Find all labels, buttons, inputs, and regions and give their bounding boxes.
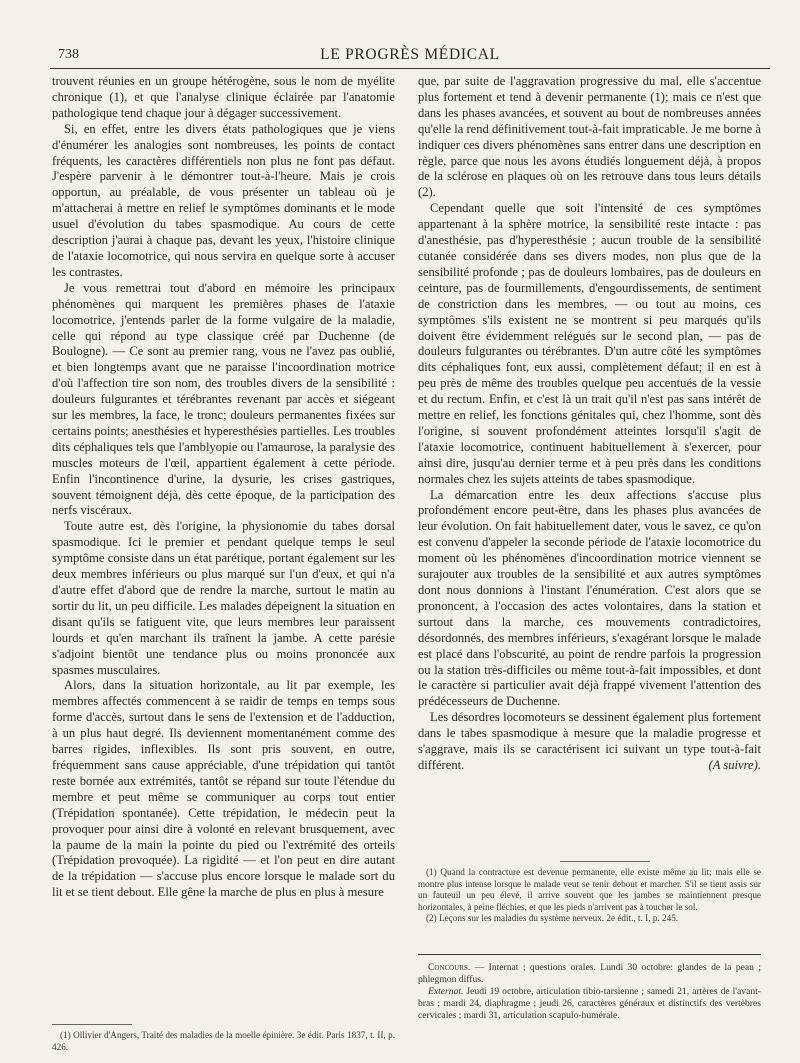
footnote: (2) Leçons sur les maladies du système nerveux. 2e édit., t. I, p. 245. xyxy=(426,913,679,924)
right-column xyxy=(418,74,761,774)
left-paragraph-3: Je vous remettrai tout d'abord en mémoire les principaux phénomènes qui marquent les premières phases de l'ataxie locomotrice, j'entends parler de la forme vulgaire de la maladie, celle qui répond au type classique créé par Duchenne (de Boulogne). — Ce sont au premier rang, vous ne l'avez pas oublié, et bien longtemps avant que ne paraisse l'incoordination motrice d'où l'affection tire son nom, des troubles divers de la sensibilité : douleurs fulgurantes et térébrantes revenant par accès et siégeant sur les membres, la face, le tronc; douleurs permanentes fixées sur certains points; anesthésies et hyperesthésies partielles. Les troubles dits céphaliques tels que l'amblyopie ou l'amaurose, la paralysie des muscles moteurs de l'œil, appartient également à cette période. Enfin l'incontinence d'urine, la dysurie, les crises gastriques, souvent témoignent déjà, dès cette époque, de la participation des nerfs viscéraux. xyxy=(52,280,395,518)
right-footnotes xyxy=(418,867,761,925)
concours-text: — Internat ; questions orales. Lundi 30 octobre: glandes de la peau ; phlegmon diffus. xyxy=(418,962,761,985)
page-number: 738 xyxy=(58,47,79,62)
left-paragraph-4: Toute autre est, dès l'origine, la physionomie du tabes dorsal spasmodique. Ici le premier et pendant quelque temps le seul symptôme consiste dans un état parétique, portant également sur les deux membres inférieurs ou plus marqué sur l'un d'eux, et qui n'a d'autre effet d'abord que de rendre la marche, surtout le matin au sortir du lit, un peu difficile. Les malades dépeignent la situation en disant qu'ils se fatiguent vite, que leurs membres leur paraissent lourds et qu'en marchant ils traînent la jambe. A cette parésie s'adjoint bientôt une tendance plus ou moins prononcée aux spasmes musculaires. xyxy=(52,519,395,677)
right-paragraph-1: que, par suite de l'aggravation progressive du mal, elle s'accentue plus fortement et tend à devenir permanente (1); mais ce n'est que dans les phases avancées, et souvent au bout de nombreuses années qu'elle la rend définitivement tout-à-fait impraticable. Je me borne à indiquer ces divers phénomènes sans entrer dans une description en règle, parce que nous les avons étudiés longuement déjà, à propos de la sclérose en plaques où on les retrouve dans tous leurs détails (2). xyxy=(418,74,761,200)
externat-label: Externat. xyxy=(428,986,464,997)
concours-notices xyxy=(418,962,761,1022)
page-header xyxy=(50,46,770,69)
footnote: (1) Ollivier d'Angers, Traité des maladies de la moelle épinière. 3e édit. Paris 1837, t. II, p. 426. xyxy=(52,1030,395,1052)
footnote: (1) Quand la contracture est devenue permanente, elle existe même au lit; mais elle se montre plus intense lorsque le malade veut se tenir debout et marcher. S'il se tient assis sur un fauteuil un peu élevé, il arrive souvent que les jambes se maintiennent presque horizontales, à peine fléchies, et que les pieds n'arrivent pas à toucher le sol. xyxy=(418,867,761,912)
section-divider xyxy=(418,954,761,955)
right-paragraph-2: Cependant quelle que soit l'intensité de ces symptômes appartenant à la sphère motrice, la sensibilité reste intacte : pas d'anesthésie, pas d'hyperesthésie ; aucun trouble de la sensibilité cutanée considérée dans ses divers modes, non plus que de la sensibilité profonde ; pas de douleurs lombaires, pas de douleurs en ceinture, pas de fourmillements, d'engourdissements, de sentiment de constriction dans les membres, — ou tout au moins, ces symptômes s'ils existent ne se montrent si peu marqués qu'ils doivent être évidemment relégués sur le second plan, — pas de douleurs fulgurantes ou térébrantes. D'un autre côté les symptômes dits céphaliques font, eux aussi, complètement défaut; il en est à peu près de même des troubles quelque peu accentués de la vessie et du rectum. Enfin, et c'est là un trait qu'il n'est pas sans intérêt de mettre en relief, les fonctions génitales qui, chez l'homme, sont dès l'origine, si souvent profondément atteintes lorsqu'il s'agit de l'ataxie locomotrice, continuent habituellement à s'exercer, pour ainsi dire, jusqu'au dernier terme et à peu près dans les conditions normales chez les sujets atteints de tabes spasmodique. xyxy=(418,201,761,486)
left-footnotes xyxy=(52,1030,395,1053)
right-paragraph-3: La démarcation entre les deux affections s'accuse plus profondément encore peut-être, dans les phases plus avancées de leur évolution. On fait habituellement dater, vous le savez, ce qu'on est convenu d'appeler la seconde période de l'ataxie locomotrice du moment où les phénomènes d'incoordination motrice viennent se surajouter aux troubles de la sensibilité et aux autres symptômes dont nous donnions à l'instant l'énumération. C'est alors que se prononcent, à l'occasion des actes volontaires, dans la station et surtout dans la marche, ces mouvements contradictoires, désordonnés, des membres inférieurs, s'exagérant lorsque le malade est placé dans l'obscurité, au point de rendre parfois la progression ou la station très-difficiles ou même tout-à-fait impossibles, et dont le caractère si particulier avait déjà frappé vivement l'attention des prédécesseurs de Duchenne. xyxy=(418,487,761,709)
externat-notice xyxy=(418,986,761,1022)
left-paragraph-5: Alors, dans la situation horizontale, au lit par exemple, les membres affectés commencent à se raidir de temps en temps sous forme d'accès, surtout dans le sens de l'extension et de l'adduction, à un plus haut degré. Ils deviennent momentanément comme des barres rigides, inflexibles. Ils sont pris souvent, en outre, fréquemment sans cause appréciable, d'une trépidation qui tantôt reste bornée aux extrémités, tantôt se répand sur toute l'étendue du membre et peut même se communiquer au corps tout entier (Trépidation spontanée). Cette trépidation, le médecin peut la provoquer pour ainsi dire à volonté en relevant brusquement, avec la paume de la main la pointe du pied ou l'extrémité des orteils (Trépidation provoquée). La rigidité — et l'on peut en dire autant de la trépidation — s'accuse plus encore lorsque le malade sort du lit et se tient debout. Elle gêne la marche de plus en plus à mesure xyxy=(52,678,395,900)
left-column xyxy=(52,74,395,901)
running-title: LE PROGRÈS MÉDICAL xyxy=(320,46,500,63)
right-paragraph-4-text: Les désordres locomoteurs se dessinent également plus fortement dans le tabes spasmodique à mesure que la maladie progresse et s'aggrave, mais ils se caractérisent ici suivant un type tout-à-fait différent. xyxy=(418,710,761,772)
right-paragraph-4 xyxy=(418,710,761,774)
left-paragraph-2: Si, en effet, entre les divers états pathologiques que je viens d'énumérer les analogies sont nombreuses, les points de contact fréquents, les caractères différentiels non plus ne font pas défaut. J'espère parvenir à le démontrer tout-à-l'heure. Mais je crois opportun, au préalable, de vous présenter un tableau où je m'attacherai à mettre en relief le symptômes dominants et le mode usuel d'évolution du tabes spasmodique. Au cours de cette description j'aurai à chaque pas, devant les yeux, l'histoire clinique de l'ataxie locomotrice, qui nous servira en quelque sorte à accuser les contrastes. xyxy=(52,121,395,279)
left-paragraph-1: trouvent réunies en un groupe hétérogène, sous le nom de myélite chronique (1), et que l'analyse clinique éclairée par l'anatomie pathologique tend chaque jour à dégager successivement. xyxy=(52,74,395,120)
footnote-divider xyxy=(560,861,650,862)
to-be-continued: (A suivre). xyxy=(708,757,761,772)
concours-notice xyxy=(418,962,761,986)
footnote-divider xyxy=(52,1024,132,1025)
externat-text: Jeudi 19 octobre, articulation tibio-tarsienne ; samedi 21, artères de l'avant-bras ; mardi 24, diaphragme ; jeudi 26, caractères généraux et distinctifs des vertèbres cervicales ; mardi 31, articulation scapulo-humérale. xyxy=(418,986,761,1021)
concours-label: Concours. xyxy=(428,962,471,973)
